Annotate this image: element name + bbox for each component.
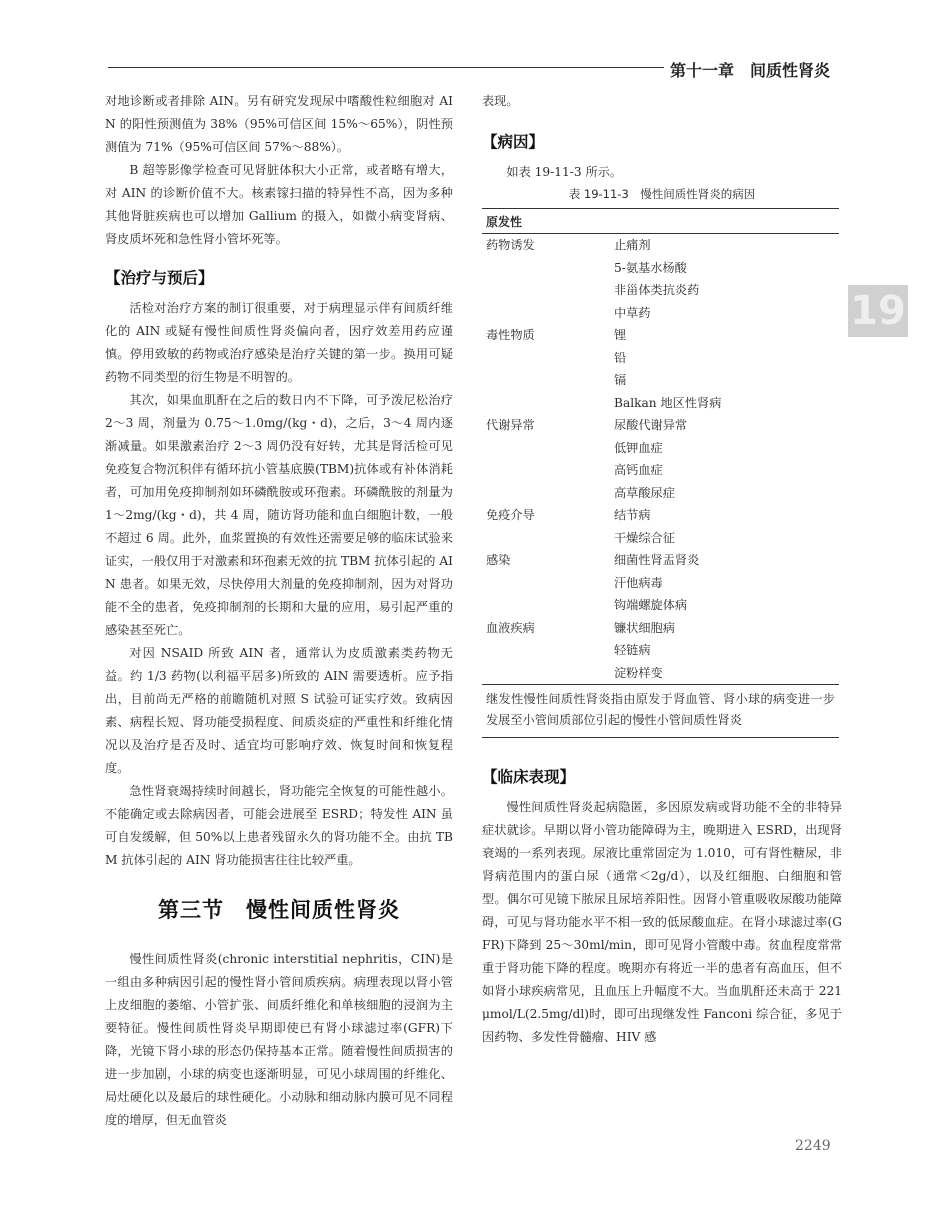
table-row: [482, 594, 839, 617]
table-cell-cause: 镰状细胞病: [614, 620, 675, 635]
table-row: [482, 279, 839, 302]
right-column: [482, 90, 842, 1049]
chapter-header-title: 第十一章 间质性肾炎: [670, 61, 831, 80]
table-header: 原发性: [482, 209, 839, 234]
paragraph: 对地诊断或者排除 AIN。另有研究发现尿中嗜酸性粒细胞对 AIN 的阳性预测值为 38%（95%可信区间 15%～65%），阴性预测值为 71%（95%可信区间 57%～88%）。: [105, 94, 453, 154]
table-cell-category: 血液疾病: [486, 620, 535, 635]
table-row: [482, 324, 839, 347]
left-column: [105, 90, 453, 1132]
table-row: [482, 302, 839, 325]
table-cell-cause: 镉: [614, 373, 627, 387]
paragraph: 急性肾衰竭持续时间越长，肾功能完全恢复的可能性越小。不能确定或去除病因者，可能会进展至 ESRD；特发性 AIN 虽可自发缓解，但 50%以上患者残留永久的肾功能不全。由抗 TBM 抗体引起的 AIN 肾功能损害往往比较严重。: [105, 784, 453, 867]
table-cell-category: 毒性物质: [486, 328, 535, 342]
table-row: [482, 662, 839, 685]
table-cell-category: [482, 662, 610, 685]
table-cell-cause: 干燥综合征: [614, 530, 675, 545]
table-row: [482, 369, 839, 392]
table-row: [482, 572, 839, 595]
table-cell-cause: 铅: [614, 350, 627, 365]
table-cell-cause: 高草酸尿症: [614, 485, 675, 500]
table-cell-cause: 高钙血症: [614, 463, 663, 477]
page-number: 2249: [795, 1138, 831, 1154]
table-cell-category: [482, 392, 610, 415]
chapter-tab-badge: 19: [848, 285, 908, 337]
table-cell-category: [482, 437, 610, 460]
table-row: [482, 639, 839, 662]
cause-table: [482, 208, 839, 738]
table-row: [482, 437, 839, 460]
table-row: [482, 504, 839, 527]
table-row: [482, 459, 839, 482]
section-heading-treatment: 【治疗与预后】: [105, 269, 214, 287]
table-cell-category: 免疫介导: [486, 508, 535, 522]
paragraph: 其次，如果血肌酐在之后的数日内不下降，可予泼尼松治疗 2～3 周，剂量为 0.75～1.0mg/(kg・d)，之后，3～4 周内逐渐减量。如果激素治疗 2～3 周仍没有好转，尤其是肾活检可见免疫复合物沉积伴有循环抗小管基底膜(TBM)抗体或有补体消耗者，可加用免疫抑制剂如环磷酰胺或环孢素。环磷酰胺的剂量为 1～2mg/(kg・d)，共 4 周，随访肾功能和血白细胞计数，一般不超过 6 周。此外，血浆置换的有效性还需要足够的临床试验来证实，一般仅用于对激素和环孢素无效的抗 TBM 抗体引起的 AIN 患者。如果无效，尽快停用大剂量的免疫抑制剂，因为对肾功能不全的患者，免疫抑制剂的长期和大量的应用，易引起严重的感染甚至死亡。: [105, 393, 453, 637]
table-cell-cause: 钩端螺旋体病: [614, 598, 688, 612]
table-cell-cause: Balkan 地区性肾病: [614, 395, 722, 410]
table-row: [482, 234, 839, 257]
table-row: [482, 549, 839, 572]
table-cell-category: [482, 459, 610, 482]
section-heading-clinical: 【临床表现】: [482, 768, 576, 786]
table-cell-category: [482, 302, 610, 325]
table-cell-cause: 非甾体类抗炎药: [614, 283, 700, 297]
table-row: [482, 392, 839, 415]
paragraph: 活检对治疗方案的制订很重要，对于病理显示伴有间质纤维化的 AIN 或疑有慢性间质性肾炎偏向者，因疗效差用药应谨慎。停用致敏的药物或治疗感染是治疗关键的第一步。换用可疑药物不同类型的衍生物是不明智的。: [105, 301, 453, 384]
table-cell-cause: 止痛剂: [614, 238, 651, 252]
paragraph: 表现。: [482, 94, 519, 108]
table-row: [482, 347, 839, 370]
table-cell-category: [482, 527, 610, 550]
table-cell-cause: 结节病: [614, 508, 651, 522]
table-footnote: 继发性慢性间质性肾炎指由原发于肾血管、肾小球的病变进一步发展至小管间质部位引起的慢性小管间质性肾炎: [482, 685, 839, 738]
table-cell-category: [482, 572, 610, 595]
table-row: [482, 527, 839, 550]
table-cell-category: [482, 347, 610, 370]
table-cell-category: [482, 279, 610, 302]
table-cell-cause: 中草药: [614, 305, 651, 320]
table-row: [482, 482, 839, 505]
section-heading-cause: 【病因】: [482, 133, 545, 151]
table-row: [482, 257, 839, 280]
table-row: [482, 414, 839, 437]
paragraph: B 超等影像学检查可见肾脏体积大小正常，或者略有增大，对 AIN 的诊断价值不大。核素镓扫描的特异性不高，因为多种其他肾脏疾病也可以增加 Gallium 的摄入，如微小病变肾病、肾皮质坏死和急性肾小管坏死等。: [105, 163, 453, 246]
table-cell-category: [482, 369, 610, 392]
table-row: [482, 617, 839, 640]
section-title: 第三节 慢性间质性肾炎: [158, 898, 400, 922]
table-cell-category: [482, 639, 610, 662]
table-cell-cause: 淀粉样变: [614, 665, 663, 680]
table-cell-category: 感染: [486, 553, 511, 567]
table-cell-category: [482, 257, 610, 280]
table-cell-cause: 尿酸代谢异常: [614, 418, 688, 432]
paragraph: 如表 19-11-3 所示。: [506, 165, 623, 179]
paragraph: 慢性间质性肾炎(chronic interstitial nephritis，CIN)是一组由多种病因引起的慢性肾小管间质疾病。病理表现以肾小管上皮细胞的萎缩、小管扩张、间质纤维化和单核细胞的浸润为主要特征。慢性间质性肾炎早期即使已有肾小球滤过率(GFR)下降，光镜下肾小球的形态仍保持基本正常。随着慢性间质损害的进一步加剧，小球的病变也逐渐明显，可见小球周围的纤维化、局灶硬化以及最后的球性硬化。小动脉和细动脉内膜可见不同程度的增厚，但无血管炎: [105, 952, 453, 1127]
table-cell-category: 药物诱发: [486, 238, 535, 252]
paragraph: 慢性间质性肾炎起病隐匿，多因原发病或肾功能不全的非特异症状就诊。早期以肾小管功能障碍为主，晚期进入 ESRD，出现肾衰竭的一系列表现。尿液比重常固定为 1.010，可有肾性糖尿，非肾病范围内的蛋白尿（通常＜2g/d），以及红细胞、白细胞和管型。偶尔可见镜下脓尿且尿培养阳性。因肾小管重吸收尿酸功能障碍，可见与肾功能水平不相一致的低尿酸血症。在肾小球滤过率(GFR)下降到 25～30ml/min，即可见肾小管酸中毒。贫血程度常常重于肾功能下降的程度。晚期亦有将近一半的患者有高血压，但不如肾小球疾病常见，且血压上升幅度不大。当血肌酐还未高于 221μmol/L(2.5mg/dl)时，即可出现继发性 Fanconi 综合征，多见于因药物、多发性骨髓瘤、HIV 感: [482, 800, 842, 1044]
table-cell-category: [482, 482, 610, 505]
table-cell-cause: 低钾血症: [614, 440, 663, 455]
table-cell-cause: 锂: [614, 328, 627, 342]
table-cell-cause: 汗他病毒: [614, 575, 663, 590]
table-cell-cause: 细菌性肾盂肾炎: [614, 553, 700, 567]
header-rule: [108, 67, 664, 68]
table-cell-category: [482, 594, 610, 617]
table-cell-category: 代谢异常: [486, 418, 535, 432]
table-cell-cause: 5-氨基水杨酸: [614, 260, 687, 275]
paragraph: 对因 NSAID 所致 AIN 者，通常认为皮质激素类药物无益。约 1/3 药物(以利福平居多)所致的 AIN 需要透析。应予指出，目前尚无严格的前瞻随机对照 S 试验可证实疗效。致病因素、病程长短、肾功能受损程度、间质炎症的严重性和纤维化情况以及治疗是否及时、适宜均可影响疗效、恢复时间和恢复程度。: [105, 646, 453, 775]
table-caption: 表 19-11-3 慢性间质性肾炎的病因: [568, 187, 756, 201]
table-cell-cause: 轻链病: [614, 643, 651, 657]
